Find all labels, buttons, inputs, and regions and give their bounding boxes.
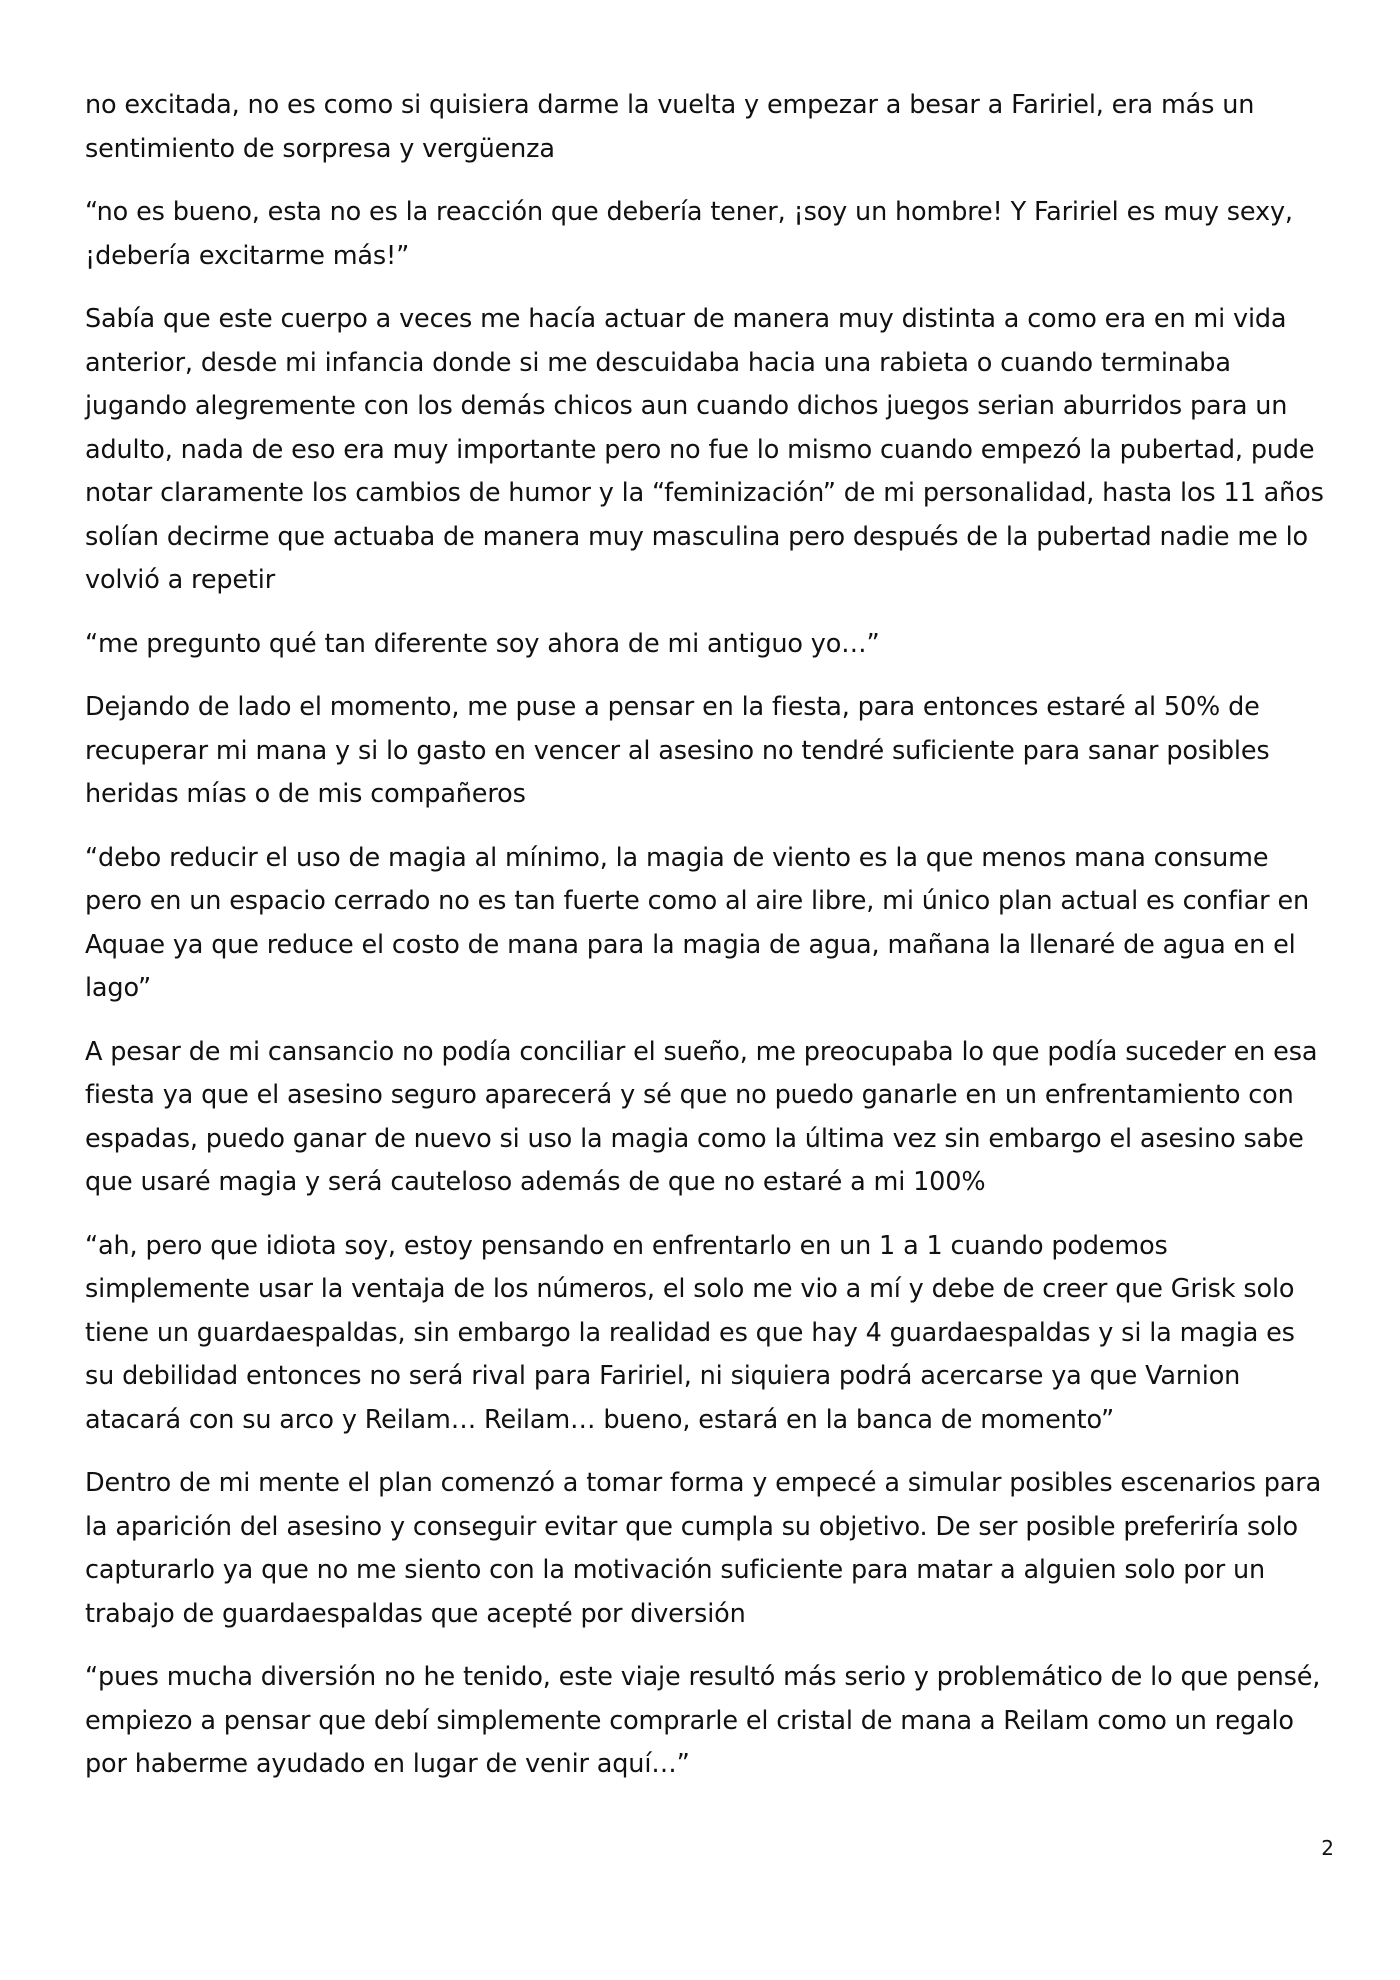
paragraph: Dejando de lado el momento, me puse a pensar en la fiesta, para entonces estaré al 50% de recuperar mi mana y si lo gasto en vencer al asesino no tendré suficiente para sanar posibles heridas mías o de mis compañeros bbox=[85, 692, 1270, 809]
page-number: 2 bbox=[1321, 1836, 1334, 1860]
paragraph: “me pregunto qué tan diferente soy ahora de mi antiguo yo…” bbox=[85, 628, 880, 659]
paragraph: no excitada, no es como si quisiera darme la vuelta y empezar a besar a Faririel, era más un sentimiento de sorpresa y vergüenza bbox=[85, 90, 1255, 164]
paragraph: “debo reducir el uso de magia al mínimo, la magia de viento es la que menos mana consume pero en un espacio cerrado no es tan fuerte como al aire libre, mi único plan actual es confiar en Aquae ya que reduce el costo de mana para la magia de agua, mañana la llenaré de agua en el lago” bbox=[85, 842, 1310, 1003]
paragraph: “no es bueno, esta no es la reacción que debería tener, ¡soy un hombre! Y Faririel es muy sexy, ¡debería excitarme más!” bbox=[85, 197, 1293, 271]
paragraph: “ah, pero que idiota soy, estoy pensando en enfrentarlo en un 1 a 1 cuando podemos simplemente usar la ventaja de los números, el solo me vio a mí y debe de creer que Grisk solo tiene un guardaespaldas, sin embargo la realidad es que hay 4 guardaespaldas y si la magia es su debilidad entonces no será rival para Faririel, ni siquiera podrá acercarse ya que Varnion atacará con su arco y Reilam… Reilam… bueno, estará en la banca de momento” bbox=[85, 1230, 1295, 1435]
paragraph: Dentro de mi mente el plan comenzó a tomar forma y empecé a simular posibles escenarios para la aparición del asesino y conseguir evitar que cumpla su objetivo. De ser posible preferiría solo capturarlo ya que no me siento con la motivación suficiente para matar a alguien solo por un trabajo de guardaespaldas que acepté por diversión bbox=[85, 1468, 1322, 1629]
paragraph: “pues mucha diversión no he tenido, este viaje resultó más serio y problemático de lo que pensé, empiezo a pensar que debí simplemente comprarle el cristal de mana a Reilam como un regalo por haberme ayudado en lugar de venir aquí…” bbox=[85, 1662, 1321, 1779]
page-body bbox=[85, 84, 1325, 1807]
paragraph: A pesar de mi cansancio no podía conciliar el sueño, me preocupaba lo que podía suceder en esa fiesta ya que el asesino seguro aparecerá y sé que no puedo ganarle en un enfrentamiento con espadas, puedo ganar de nuevo si uso la magia como la última vez sin embargo el asesino sabe que usaré magia y será cauteloso además de que no estaré a mi 100% bbox=[85, 1036, 1318, 1197]
paragraph: Sabía que este cuerpo a veces me hacía actuar de manera muy distinta a como era en mi vida anterior, desde mi infancia donde si me descuidaba hacia una rabieta o cuando terminaba jugando alegremente con los demás chicos aun cuando dichos juegos serian aburridos para un adulto, nada de eso era muy importante pero no fue lo mismo cuando empezó la pubertad, pude notar claramente los cambios de humor y la “feminización” de mi personalidad, hasta los 11 años solían decirme que actuaba de manera muy masculina pero después de la pubertad nadie me lo volvió a repetir bbox=[85, 304, 1324, 595]
